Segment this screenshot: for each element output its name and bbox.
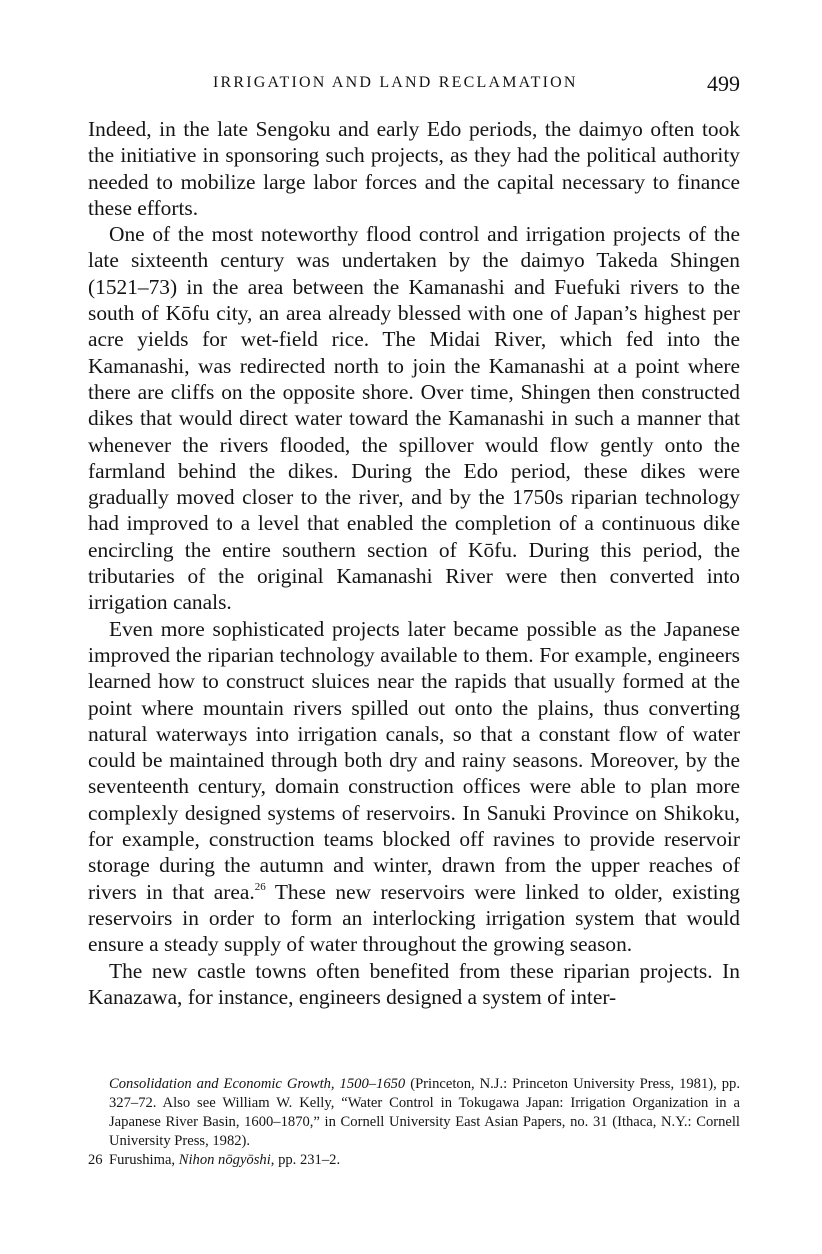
paragraph-1: Indeed, in the late Sengoku and early Edo periods, the daimyo often took the initiative in sponsoring such projects, as they had the political authority needed to mobilize large labor forces and the capital necessary to finance these efforts.: [88, 117, 740, 220]
paragraph-3-text-b: These new reservoirs were linked to older, existing reservoirs in order to form an interlocking irrigation system that would ensure a steady supply of water throughout the growing season.: [88, 879, 740, 957]
body-text: [88, 116, 740, 1010]
running-title: IRRIGATION AND LAND RECLAMATION: [213, 74, 578, 91]
paragraph-3-text-a: Even more sophisticated projects later became possible as the Japanese improved the riparian technology available to them. For example, engineers learned how to construct sluices near the rapids that usually formed at the point where mountain rivers spilled out onto the plains, thus converting natural waterways into irrigation canals, so that a constant flow of water could be maintained through both dry and rainy seasons. Moreover, by the seventeenth century, domain construction offices were able to plan more complexly designed systems of reservoirs. In Sanuki Province on Shikoku, for example, construction teams blocked off ravines to provide reservoir storage during the autumn and winter, drawn from the upper reaches of rivers in that area.: [88, 616, 740, 904]
page-number: 499: [707, 71, 740, 96]
paragraph-3: [88, 616, 740, 958]
footnote-ref-26[interactable]: 26: [254, 880, 266, 893]
paragraph-4: The new castle towns often benefited from these riparian projects. In Kanazawa, for instance, engineers designed a system of inter-: [88, 958, 740, 1009]
running-head: [88, 71, 740, 101]
footnote-26-number: 26: [88, 1152, 103, 1168]
footnote-continued-text: (Princeton, N.J.: Princeton University Press, 1981), pp. 327–72. Also see William W. Kelly, “Water Control in Tokugawa Japan: Irrigation Organization in a Japanese River Basin, 1600–1870,” in Cornell University East Asian Papers, no. 31 (Ithaca, N.Y.: Cornell University Press, 1982).: [109, 1076, 740, 1149]
footnote-26-pages: , pp. 231–2.: [270, 1152, 341, 1168]
footnote-26-title: Nihon nōgyōshi: [178, 1152, 271, 1168]
footnote-continued: [88, 1075, 740, 1151]
footnote-26: [88, 1151, 740, 1170]
footnote-26-author: Furushima,: [109, 1152, 179, 1168]
footnotes: [88, 1075, 740, 1170]
footnote-continued-title: Consolidation and Economic Growth, 1500–1650: [109, 1076, 406, 1092]
paragraph-2: One of the most noteworthy flood control and irrigation projects of the late sixteenth century was undertaken by the daimyo Takeda Shingen (1521–73) in the area between the Kamanashi and Fuefuki rivers to the south of Kōfu city, an area already blessed with one of Japan’s highest per acre yields for wet-field rice. The Midai River, which fed into the Kamanashi, was redirected north to join the Kamanashi at a point where there are cliffs on the opposite shore. Over time, Shingen then constructed dikes that would direct water toward the Kamanashi in such a manner that whenever the rivers flooded, the spillover would flow gently onto the farmland behind the dikes. During the Edo period, these dikes were gradually moved closer to the river, and by the 1750s riparian technology had improved to a level that enabled the completion of a continuous dike encircling the entire southern section of Kōfu. During this period, the tributaries of the original Kamanashi River were then converted into irrigation canals.: [88, 222, 740, 615]
